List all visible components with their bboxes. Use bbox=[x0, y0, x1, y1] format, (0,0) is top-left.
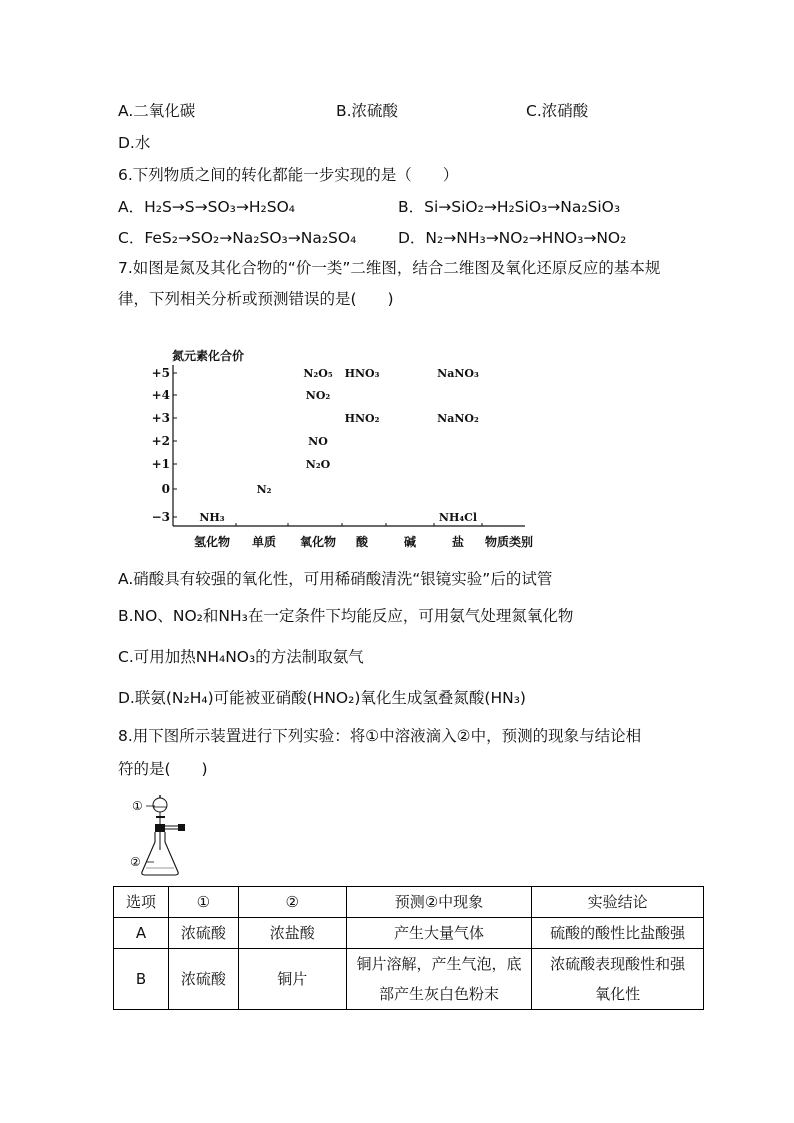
y-tick-label: +2 bbox=[151, 434, 170, 448]
x-category-label: 氢化物 bbox=[193, 535, 231, 549]
chart-point-label: NH₃ bbox=[199, 511, 225, 524]
q6-option-b: B．Si→SiO₂→H₂SiO₃→Na₂SiO₃ bbox=[398, 198, 621, 216]
table-cell-line: 浓硫酸表现酸性和强 bbox=[550, 955, 686, 973]
y-tick-label: +3 bbox=[151, 411, 170, 425]
valence-class-chart bbox=[140, 340, 560, 555]
q5-option-a: A.二氧化碳 bbox=[118, 102, 196, 120]
table-cell-line: 氧化性 bbox=[595, 985, 641, 1003]
y-tick-label: −3 bbox=[151, 510, 170, 524]
table-cell-line: 铜片溶解，产生气泡，底 bbox=[356, 955, 522, 973]
y-tick-label: 0 bbox=[161, 482, 170, 496]
table-row bbox=[114, 949, 704, 1010]
header-cell: ② bbox=[238, 887, 346, 918]
chart-point-label: NO bbox=[308, 435, 328, 448]
table-cell: A bbox=[114, 918, 169, 949]
y-axis-label: 氮元素化合价 bbox=[172, 349, 245, 363]
q6-option-a: A．H₂S→S→SO₃→H₂SO₄ bbox=[118, 198, 295, 216]
table-cell bbox=[346, 949, 532, 1010]
chart-point-label: NO₂ bbox=[305, 389, 331, 402]
table-header-row bbox=[114, 887, 704, 918]
q8-stem-line2: 符的是( ) bbox=[118, 760, 208, 778]
chart-point-label: NH₄Cl bbox=[438, 511, 478, 524]
header-cell: 预测②中现象 bbox=[346, 887, 532, 918]
q7-option-a: A.硝酸具有较强的氧化性，可用稀硝酸清洗“银镜实验”后的试管 bbox=[118, 570, 553, 588]
x-category-label: 碱 bbox=[403, 535, 417, 549]
table-row bbox=[114, 918, 704, 949]
y-tick-label: +4 bbox=[151, 388, 170, 402]
table-cell: 铜片 bbox=[238, 949, 346, 1010]
q7-option-b: B.NO、NO₂和NH₃在一定条件下均能反应，可用氨气处理氮氧化物 bbox=[118, 607, 574, 625]
x-category-label: 酸 bbox=[355, 535, 369, 549]
chart-point-label: N₂O bbox=[305, 458, 331, 471]
table-cell: B bbox=[114, 949, 169, 1010]
table-cell: 浓硫酸 bbox=[168, 918, 238, 949]
chart-point-label: N₂ bbox=[256, 483, 272, 496]
header-cell: 选项 bbox=[114, 887, 169, 918]
y-tick-label: +5 bbox=[151, 366, 170, 380]
q6-option-c: C．FeS₂→SO₂→Na₂SO₃→Na₂SO₄ bbox=[118, 229, 357, 247]
table-cell: 浓盐酸 bbox=[238, 918, 346, 949]
y-tick-label: +1 bbox=[151, 457, 170, 471]
q7-stem-line2: 律，下列相关分析或预测错误的是( ) bbox=[118, 290, 394, 308]
q7-option-c: C.可用加热NH₄NO₃的方法制取氨气 bbox=[118, 648, 364, 666]
x-axis-label: 物质类别 bbox=[485, 535, 534, 549]
apparatus-figure bbox=[128, 790, 218, 880]
header-cell: 实验结论 bbox=[532, 887, 704, 918]
results-table bbox=[113, 886, 704, 1010]
q6-stem: 6.下列物质之间的转化都能一步实现的是（ ） bbox=[118, 166, 459, 184]
table-cell: 浓硫酸 bbox=[168, 949, 238, 1010]
q5-option-d: D.水 bbox=[118, 134, 151, 152]
q7-option-d: D.联氨(N₂H₄)可能被亚硝酸(HNO₂)氧化生成氢叠氮酸(HN₃) bbox=[118, 689, 526, 707]
table-cell: 产生大量气体 bbox=[346, 918, 532, 949]
x-category-label: 单质 bbox=[251, 535, 277, 549]
apparatus-label-1: ① bbox=[132, 799, 143, 813]
chart-point-label: HNO₃ bbox=[344, 367, 380, 380]
x-category-label: 盐 bbox=[451, 535, 465, 549]
q5-option-c: C.浓硝酸 bbox=[526, 102, 589, 120]
q5-option-b: B.浓硫酸 bbox=[336, 102, 399, 120]
header-cell: ① bbox=[168, 887, 238, 918]
q8-stem-line1: 8.用下图所示装置进行下列实验：将①中溶液滴入②中，预测的现象与结论相 bbox=[118, 727, 642, 745]
q7-stem-line1: 7.如图是氮及其化合物的“价一类”二维图，结合二维图及氧化还原反应的基本规 bbox=[118, 259, 661, 277]
x-category-label: 氧化物 bbox=[299, 535, 337, 549]
table-cell bbox=[532, 949, 704, 1010]
apparatus-label-2: ② bbox=[130, 855, 141, 869]
chart-point-label: HNO₂ bbox=[344, 412, 380, 425]
chart-point-label: NaNO₃ bbox=[437, 367, 479, 380]
chart-point-label: NaNO₂ bbox=[437, 412, 479, 425]
q6-option-d: D．N₂→NH₃→NO₂→HNO₃→NO₂ bbox=[398, 229, 627, 247]
chart-point-label: N₂O₅ bbox=[303, 367, 333, 380]
table-cell-line: 部产生灰白色粉末 bbox=[378, 985, 499, 1003]
table-cell: 硫酸的酸性比盐酸强 bbox=[532, 918, 704, 949]
